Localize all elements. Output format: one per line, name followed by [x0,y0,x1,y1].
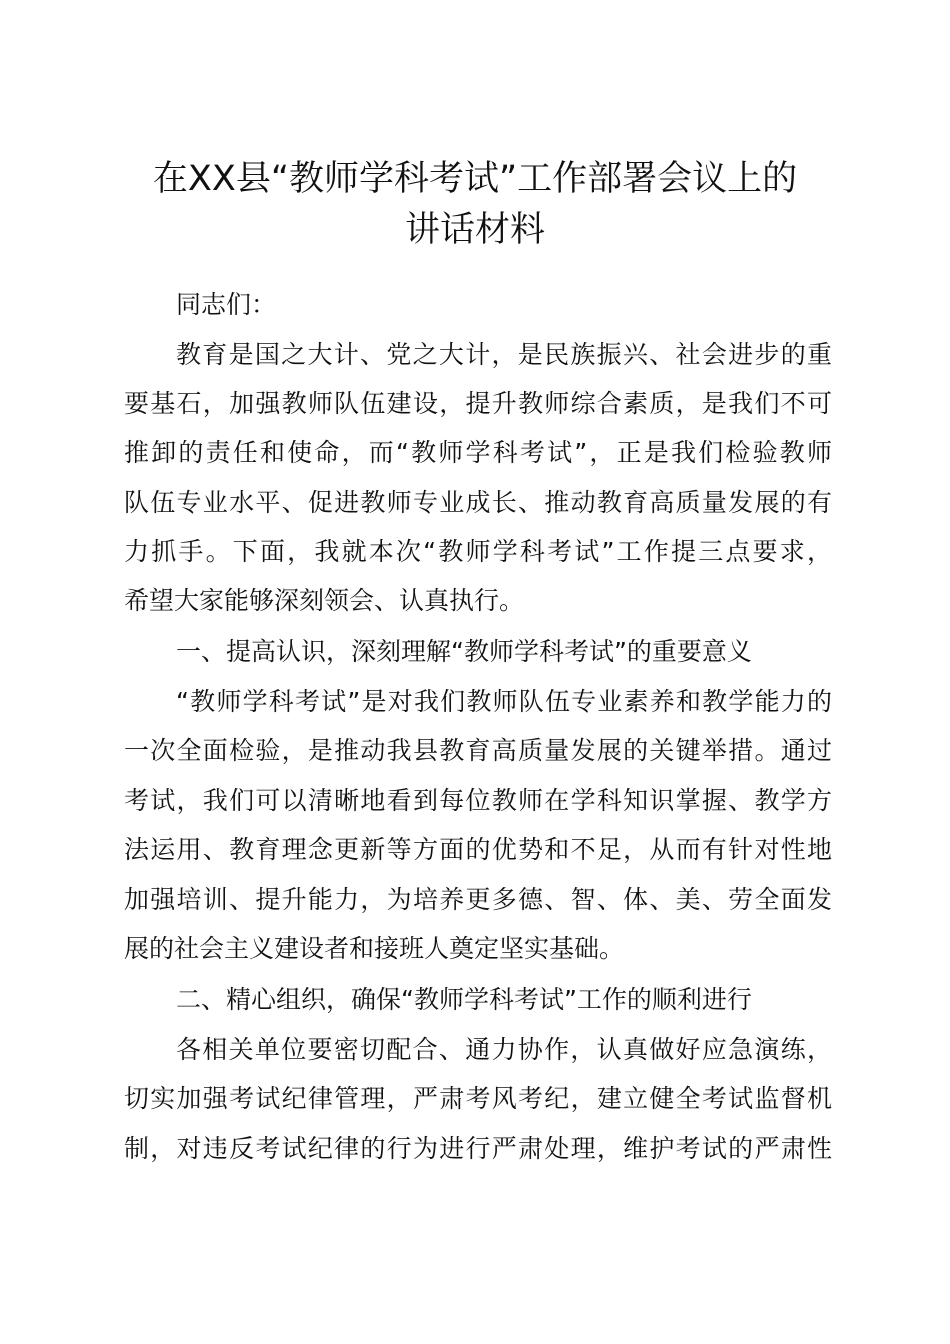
paragraph-3-line-3: 制，对违反考试纪律的行为进行严肃处理，维护考试的严肃性 [124,1134,832,1163]
paragraph-1-line-6: 希望大家能够深刻领会、认真执行。 [124,586,525,615]
salutation: 同志们： [176,290,277,319]
paragraph-2-line-3: 考试，我们可以清晰地看到每位教师在学科知识掌握、教学方 [124,786,832,815]
paragraph-3-line-2: 切实加强考试纪律管理，严肃考风考纪，建立健全考试监督机 [124,1084,832,1113]
section-heading-2: 二、精心组织，确保“教师学科考试”工作的顺利进行 [176,985,752,1014]
document-title-line-1: 在XX县“教师学科考试”工作部署会议上的 [152,159,798,199]
paragraph-2-line-5: 加强培训、提升能力，为培养更多德、智、体、美、劳全面发 [124,885,832,914]
document-title-line-2: 讲话材料 [404,210,545,250]
section-heading-1: 一、提高认识，深刻理解“教师学科考试”的重要意义 [176,637,752,666]
paragraph-1-line-5: 力抓手。下面，我就本次“教师学科考试”工作提三点要求， [124,537,832,566]
paragraph-2-line-4: 法运用、教育理念更新等方面的优势和不足，从而有针对性地 [124,835,832,864]
paragraph-1-line-3: 推卸的责任和使命，而“教师学科考试”，正是我们检验教师 [124,438,832,467]
paragraph-1-line-4: 队伍专业水平、促进教师专业成长、推动教育高质量发展的有 [124,488,832,517]
paragraph-2-line-1: “教师学科考试”是对我们教师队伍专业素养和教学能力的 [176,687,832,716]
paragraph-2-line-2: 一次全面检验，是推动我县教育高质量发展的关键举措。通过 [124,736,832,765]
paragraph-1-line-1: 教育是国之大计、党之大计，是民族振兴、社会进步的重 [176,340,832,369]
paragraph-2-line-6: 展的社会主义建设者和接班人奠定坚实基础。 [124,934,625,963]
paragraph-3-line-1: 各相关单位要密切配合、通力协作，认真做好应急演练， [176,1035,832,1064]
paragraph-1-line-2: 要基石，加强教师队伍建设，提升教师综合素质，是我们不可 [124,389,832,418]
